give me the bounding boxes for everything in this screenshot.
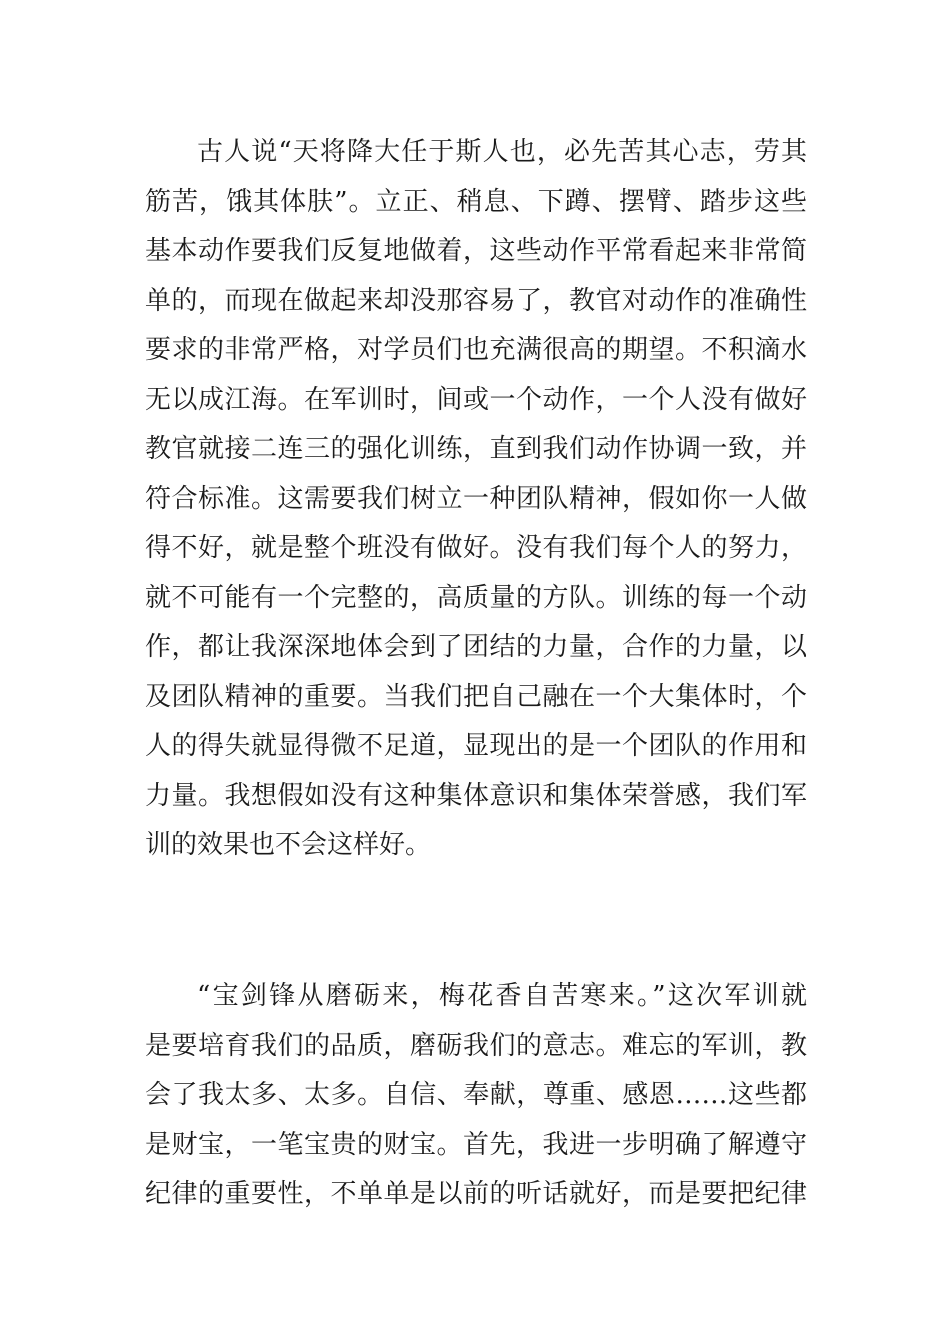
text-line: 及团队精神的重要。当我们把自己融在一个大集体时，个 xyxy=(145,681,807,712)
text-line: 单的，而现在做起来却没那容易了，教官对动作的准确性 xyxy=(145,285,807,316)
text-line: 教官就接二连三的强化训练，直到我们动作协调一致，并 xyxy=(145,434,807,464)
text-line: 纪律的重要性，不单单是以前的听话就好，而是要把纪律 xyxy=(145,1179,807,1209)
text-line: 得不好，就是整个班没有做好。没有我们每个人的努力， xyxy=(145,533,807,563)
text-line: 符合标准。这需要我们树立一种团队精神，假如你一人做 xyxy=(145,483,807,514)
text-line: 是要培育我们的品质，磨砺我们的意志。难忘的军训，教 xyxy=(145,1030,807,1061)
paragraph-military-training-teamwork xyxy=(145,128,807,871)
text-line: 作，都让我深深地体会到了团结的力量，合作的力量，以 xyxy=(145,632,807,662)
text-line: 训的效果也不会这样好。 xyxy=(145,830,432,860)
text-line: 筋苦，饿其体肤”。立正、稍息、下蹲、摆臂、踏步这些 xyxy=(145,186,807,217)
text-line: 就不可能有一个完整的，高质量的方队。训练的每一个动 xyxy=(145,582,807,613)
text-line: 是财宝，一笔宝贵的财宝。首先，我进一步明确了解遵守 xyxy=(145,1129,807,1160)
text-line: 古人说“天将降大任于斯人也，必先苦其心志，劳其 xyxy=(197,137,807,167)
text-line: 无以成江海。在军训时，间或一个动作，一个人没有做好 xyxy=(145,384,807,415)
text-line: 要求的非常严格，对学员们也充满很高的期望。不积滴水 xyxy=(145,335,807,365)
text-line: “宝剑锋从磨砺来，梅花香自苦寒来。”这次军训就 xyxy=(197,981,807,1011)
text-line: 会了我太多、太多。自信、奉献，尊重、感恩……这些都 xyxy=(145,1080,807,1110)
text-line: 人的得失就显得微不足道，显现出的是一个团队的作用和 xyxy=(145,731,807,761)
paragraph-sword-plum-blossom xyxy=(145,972,807,1220)
text-line: 基本动作要我们反复地做着，这些动作平常看起来非常简 xyxy=(145,236,807,266)
text-line: 力量。我想假如没有这种集体意识和集体荣誉感，我们军 xyxy=(145,780,807,811)
